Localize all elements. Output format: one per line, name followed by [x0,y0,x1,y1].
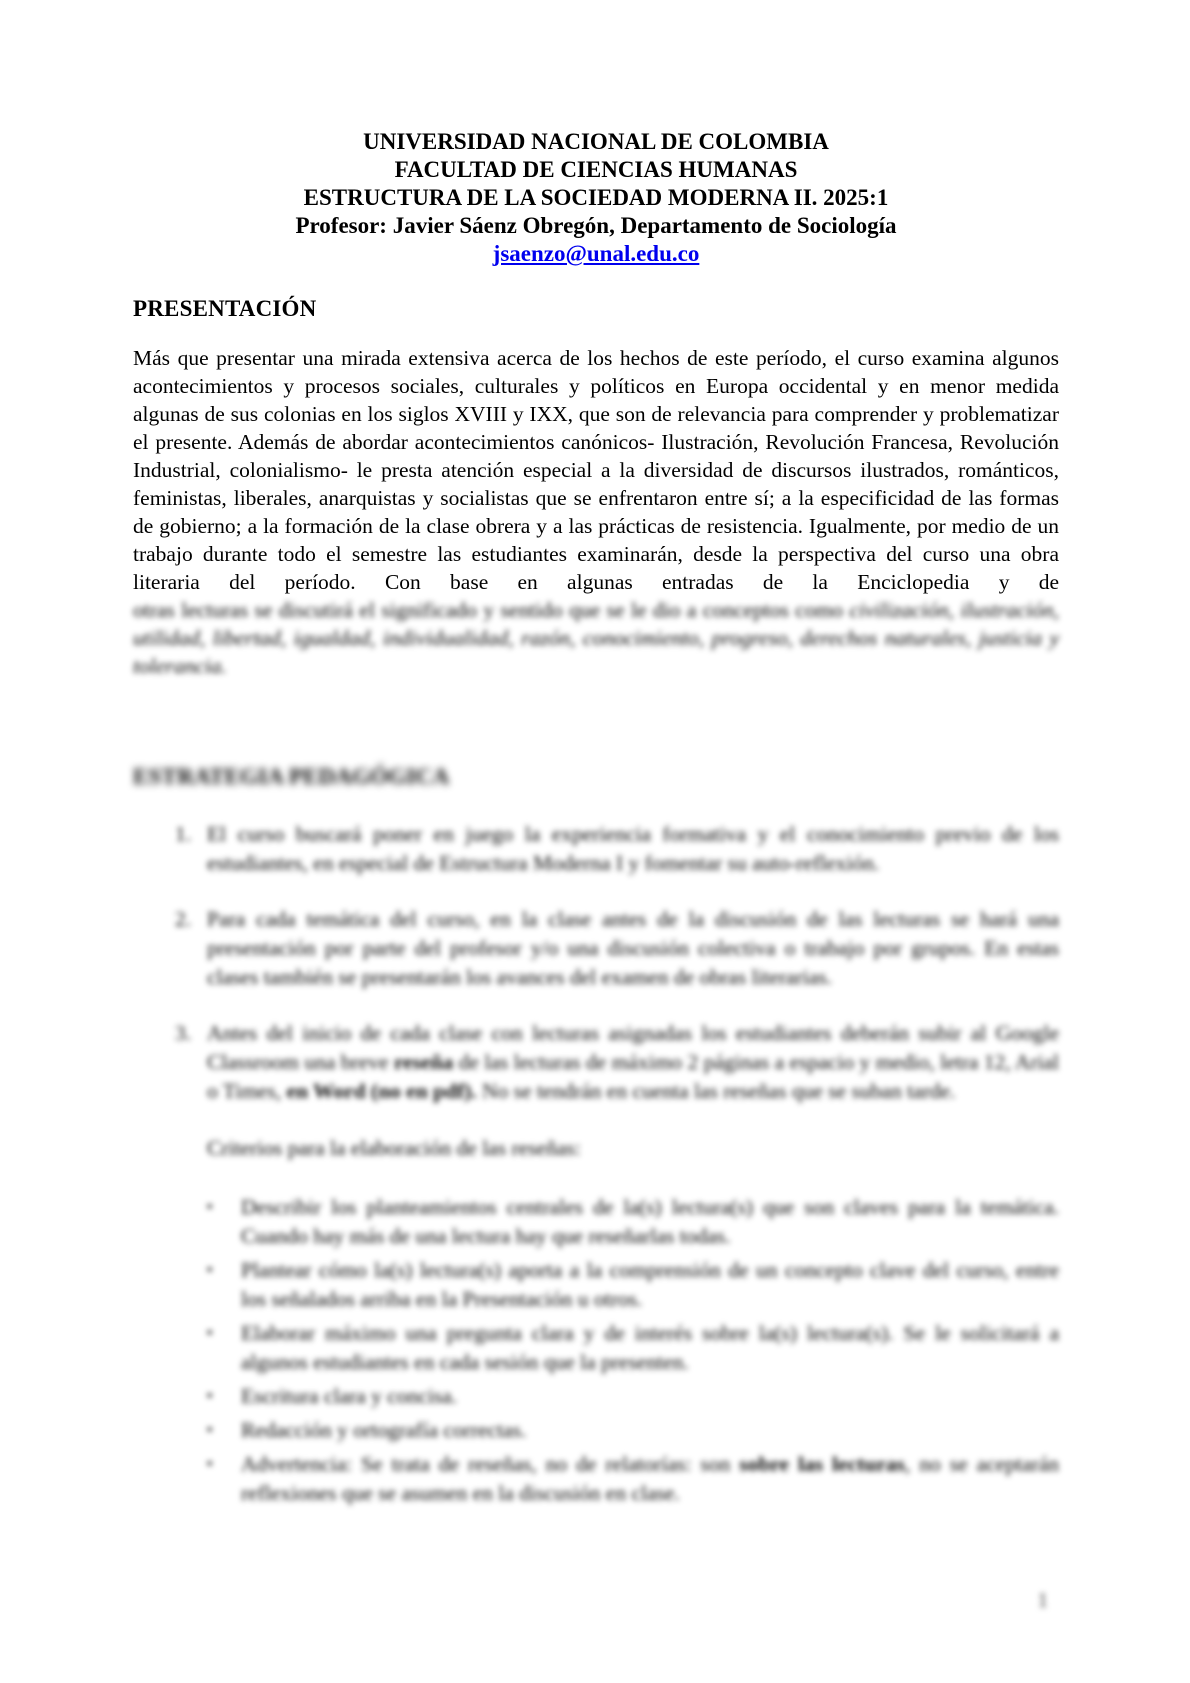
text-segment: Advertencia: Se trata de reseñas, no de relatorías: son [241,1452,740,1476]
bullet-text [241,1193,1059,1251]
estrategia-heading: ESTRATEGIA PEDAGÓGICA [133,764,450,789]
text-segment: Redacción y ortografía correctas. [241,1418,527,1442]
item-number: 3. [175,1021,192,1045]
bullet-marker-icon: ▪ [207,1456,213,1472]
bullet-item [133,1319,1059,1377]
text-segment: reseña [393,1050,454,1074]
numbered-item [133,820,1059,878]
text-segment: sobre las lecturas [739,1452,905,1476]
bullet-item [133,1450,1059,1508]
estrategia-numbered-list [133,820,1059,1106]
text-segment: otras lecturas se discutirá el significado y sentido que se le dio a conceptos como [133,598,850,622]
header-course-title: ESTRUCTURA DE LA SOCIEDAD MODERNA II. 2025:1 [303,185,889,210]
header-faculty: FACULTAD DE CIENCIAS HUMANAS [394,157,798,182]
bullet-item [133,1382,1059,1411]
header-professor: Profesor: Javier Sáenz Obregón, Departamento de Sociología [295,213,897,238]
item-text [207,820,1059,878]
bullet-marker-icon: ▪ [207,1262,213,1278]
criterios-bullet-list [133,1193,1059,1508]
header-university: UNIVERSIDAD NACIONAL DE COLOMBIA [363,129,829,154]
text-segment: No se tendrán en cuenta las reseñas que se suban tarde. [476,1079,956,1103]
bullet-marker-icon: ▪ [207,1422,213,1438]
bullet-item [133,1416,1059,1445]
text-segment: El curso buscará poner en juego la experiencia formativa y el conocimiento previo de los estudiantes, en especial de Estructura Moderna I y fomentar su auto-reflexión. [207,822,1059,875]
numbered-item [133,1019,1059,1106]
bullet-text [241,1416,1059,1445]
bullet-text [241,1382,1059,1411]
text-segment: civilización, ilustración, utilidad, libertad, igualdad, individualidad, razón, conocimiento, progreso, derechos naturales, justicia y tolerancia. [133,598,1059,678]
presentacion-heading: PRESENTACIÓN [133,296,317,321]
numbered-item [133,905,1059,992]
text-segment: en Word (no en pdf). [286,1079,477,1103]
text-segment: Para cada temática del curso, en la clase antes de la discusión de las lecturas se hará una presentación por parte del profesor y/o una discusión colectiva o trabajo por grupos. En estas clases también se presentarán los avances del examen de obras literarias. [207,907,1059,989]
text-segment: Describir los planteamientos centrales de la(s) lectura(s) que son claves para la temática. Cuando hay más de una lectura hay que reseñarlas todas. [241,1195,1059,1248]
item-number: 2. [175,907,192,931]
text-segment: Escritura clara y concisa. [241,1384,458,1408]
bullet-text [241,1319,1059,1377]
presentacion-paragraph: Más que presentar una mirada extensiva acerca de los hechos de este período, el curso examina algunos acontecimientos y procesos sociales, culturales y políticos en Europa occidental y en menor medida algunas de sus colonias en los siglos XVIII y IXX, que son de relevancia para comprender y problematizar el presente. Además de abordar acontecimientos canónicos- Ilustración, Revolución Francesa, Revolución Industrial, colonialismo- le presta atención especial a la diversidad de discursos ilustrados, románticos, feministas, liberales, anarquistas y socialistas que se enfrentaron entre sí; a la especificidad de las formas de gobierno; a la formación de la clase obrera y a las prácticas de resistencia. Igualmente, por medio de un trabajo durante todo el semestre las estudiantes examinarán, desde la perspectiva del curso una obra literaria del período. Con base en algunas entradas de la Enciclopedia y de [133,346,1059,594]
text-segment: Antes del inicio de cada clase con lecturas asignadas los estudiantes deberán subir al Google Classroom una breve [207,1021,1059,1074]
bullet-marker-icon: ▪ [207,1325,213,1341]
text-segment: Elaborar máximo una pregunta clara y de interés sobre la(s) lectura(s). Se le solicitará a algunos estudiantes en cada sesión que la presenten. [241,1321,1059,1374]
bullet-item [133,1193,1059,1251]
presentacion-paragraph-blurred [133,596,1059,680]
item-text [207,1019,1059,1106]
professor-email-link[interactable]: jsaenzo@unal.edu.co [492,241,700,266]
bullet-item [133,1256,1059,1314]
bullet-marker-icon: ▪ [207,1388,213,1404]
bullet-text [241,1256,1059,1314]
item-text [207,905,1059,992]
document-header [133,128,1059,268]
page-number: 1 [1037,1588,1048,1612]
text-segment: de las lecturas de máximo 2 páginas a espacio y medio, letra 12, Arial o Times, [207,1050,1059,1103]
text-segment: Plantear cómo la(s) lectura(s) aporta a la comprensión de un concepto clave del curso, entre los señalados arriba en la Presentación u otros. [241,1258,1059,1311]
bullet-marker-icon: ▪ [207,1199,213,1215]
criterios-label: Criterios para la elaboración de las reseñas: [207,1136,581,1160]
bullet-text [241,1450,1059,1508]
item-number: 1. [175,822,192,846]
text-segment: , no se aceptarán reflexiones que se asumen en la discusión en clase. [241,1452,1059,1505]
